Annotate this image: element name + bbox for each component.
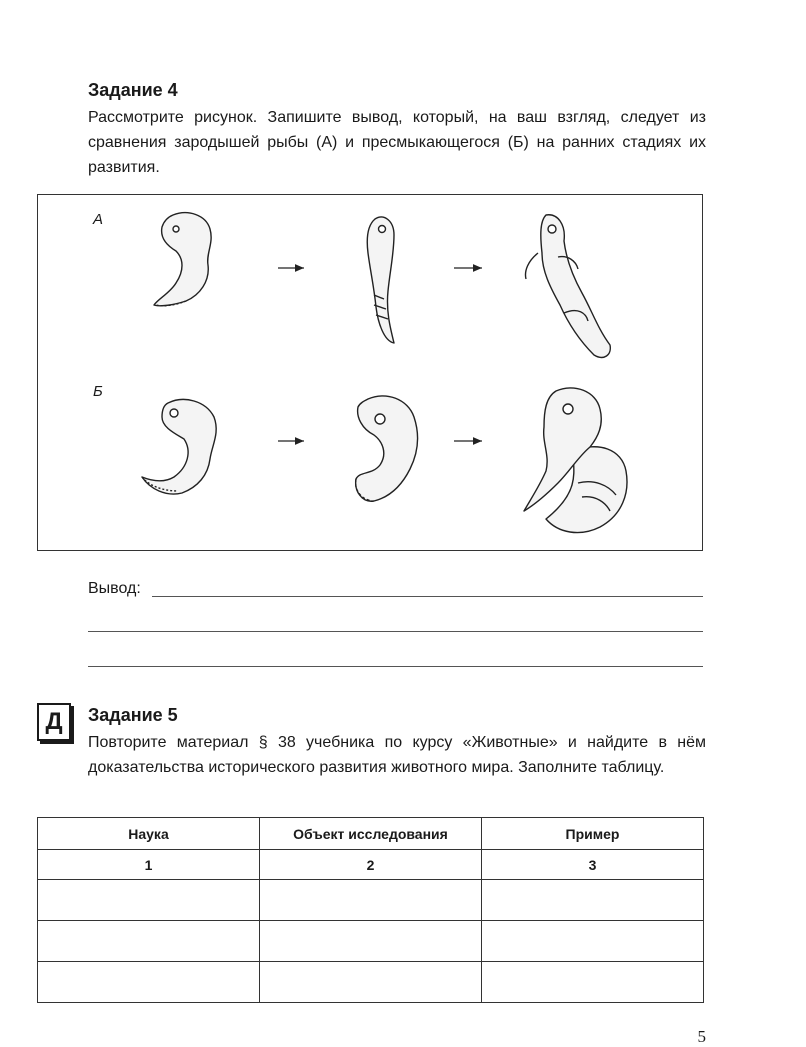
header-science: Наука bbox=[38, 818, 260, 850]
table-cell[interactable] bbox=[260, 962, 482, 1003]
reptile-embryo-stage-2 bbox=[356, 396, 418, 501]
task4-instructions: Рассмотрите рисунок. Запишите вывод, который, на ваш взгляд, следует из сравнения зародышей рыбы (А) и пресмыкающегося (Б) на ранних стадиях их развития. bbox=[88, 109, 706, 176]
table-number-row bbox=[38, 850, 704, 880]
page-number: 5 bbox=[697, 1027, 706, 1046]
embryo-drawings bbox=[38, 195, 702, 550]
table-cell[interactable] bbox=[260, 921, 482, 962]
table-row bbox=[38, 921, 704, 962]
answer-line-2[interactable] bbox=[88, 631, 703, 632]
reptile-embryo-stage-3 bbox=[524, 388, 627, 533]
row-b-label: Б bbox=[93, 383, 103, 400]
conclusion-label: Вывод: bbox=[88, 580, 141, 597]
task4-title: Задание 4 bbox=[88, 80, 178, 100]
table-header-row bbox=[38, 818, 704, 850]
table-cell[interactable] bbox=[38, 880, 260, 921]
column-number-2: 2 bbox=[260, 850, 482, 880]
fish-embryo-stage-3 bbox=[526, 215, 611, 358]
header-object: Объект исследования bbox=[260, 818, 482, 850]
embryo-figure bbox=[37, 194, 703, 551]
table-cell[interactable] bbox=[38, 921, 260, 962]
reptile-embryo-stage-1 bbox=[142, 399, 216, 494]
table-cell[interactable] bbox=[38, 962, 260, 1003]
answer-line-3[interactable] bbox=[88, 666, 703, 667]
table-row bbox=[38, 880, 704, 921]
table-row bbox=[38, 962, 704, 1003]
column-number-3: 3 bbox=[482, 850, 704, 880]
row-a-label: А bbox=[93, 211, 104, 228]
task5-title: Задание 5 bbox=[88, 705, 178, 725]
fish-embryo-stage-1 bbox=[154, 213, 211, 306]
task5-badge: Д bbox=[37, 703, 71, 741]
task5-instructions: Повторите материал § 38 учебника по курсу «Животные» и найдите в нём доказательства исторического развития животного мира. Заполните таблицу. bbox=[88, 734, 706, 776]
answer-line-1[interactable] bbox=[152, 596, 703, 597]
table-cell[interactable] bbox=[260, 880, 482, 921]
fish-embryo-stage-2 bbox=[367, 217, 394, 343]
header-example: Пример bbox=[482, 818, 704, 850]
table-cell[interactable] bbox=[482, 962, 704, 1003]
column-number-1: 1 bbox=[38, 850, 260, 880]
table-cell[interactable] bbox=[482, 880, 704, 921]
table-cell[interactable] bbox=[482, 921, 704, 962]
evidence-table bbox=[37, 817, 704, 1003]
